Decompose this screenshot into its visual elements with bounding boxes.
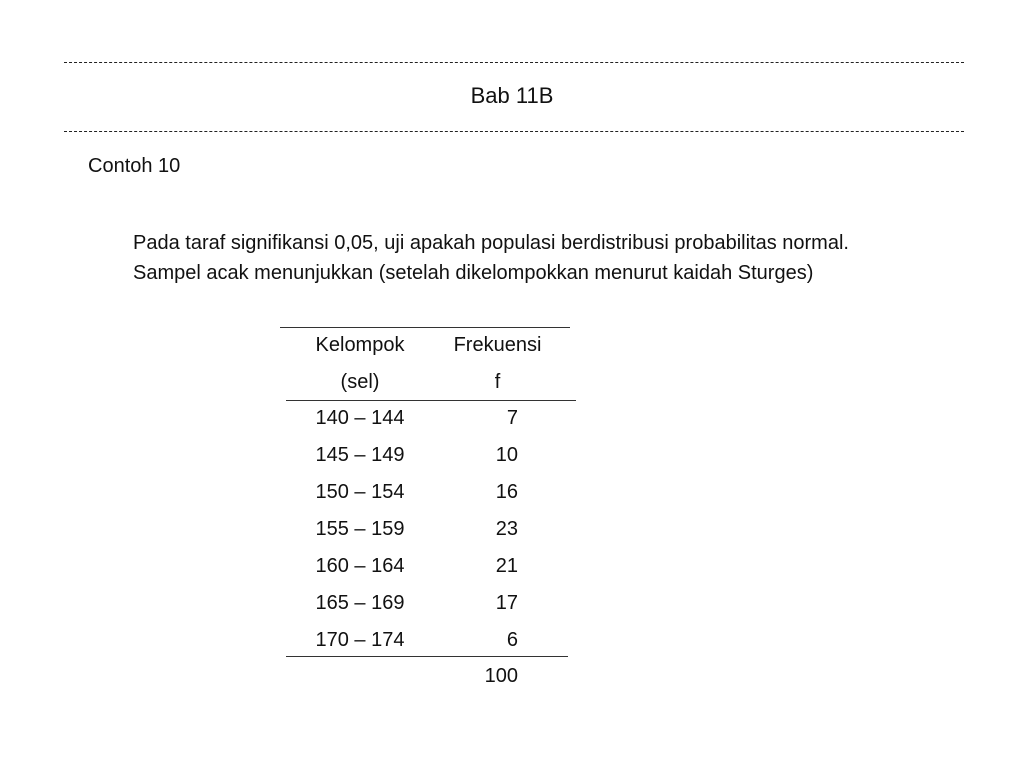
row-frequency: 16 [495,481,518,503]
header-f: f [494,371,501,393]
row-frequency: 7 [506,407,518,429]
problem-line-2: Sampel acak menunjukkan (setelah dikelompokkan menurut kaidah Sturges) [133,262,814,284]
example-label: Contoh 10 [88,155,181,177]
row-frequency: 21 [495,555,518,577]
row-group: 155 – 159 [315,518,405,540]
row-group: 170 – 174 [315,629,405,651]
table-top-rule [280,327,570,328]
row-frequency: 6 [506,629,518,651]
total-frequency: 100 [484,665,518,687]
header-frekuensi: Frekuensi [453,334,542,356]
table-header-rule [286,400,576,401]
slide-title: Bab 11B [470,83,554,108]
problem-line-1: Pada taraf signifikansi 0,05, uji apakah populasi berdistribusi probabilitas normal. [133,232,849,254]
row-group: 145 – 149 [315,444,405,466]
row-frequency: 10 [495,444,518,466]
row-frequency: 17 [495,592,518,614]
row-group: 165 – 169 [315,592,405,614]
row-group: 160 – 164 [315,555,405,577]
header-kelompok: Kelompok [315,334,405,356]
header-sel: (sel) [340,371,380,393]
row-frequency: 23 [495,518,518,540]
row-group: 150 – 154 [315,481,405,503]
row-group: 140 – 144 [315,407,405,429]
table-bottom-rule [286,656,568,657]
